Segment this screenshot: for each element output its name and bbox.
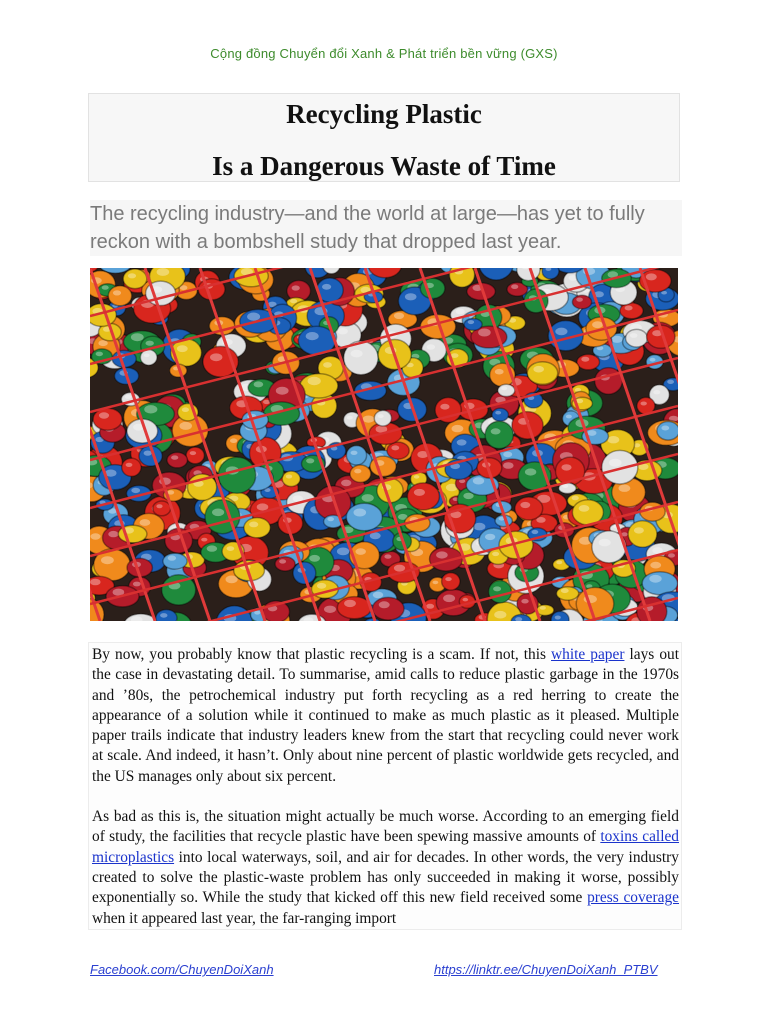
p2-text-a: As bad as this is, the situation might actually be much worse. According to an emerging field of study, the facilities that recycle plastic have been spewing massive amounts of	[92, 808, 679, 846]
white-paper-link[interactable]: white paper	[551, 646, 625, 663]
paragraph-2	[92, 807, 679, 929]
p1-text-b: lays out the case in devastating detail. To summarise, amid calls to reduce plastic garbage in the 1970s and ’80s, the petrochemical industry put forth recycling as a red herring to create the appearance of a solution while it continued to make as much plastic as it pleased. Multiple paper trails indicate that industry leaders knew from the start that recycling could never work at scale. And indeed, it hasn’t. Only about nine percent of plastic worldwide gets recycled, and the US manages only about six percent.	[92, 646, 680, 785]
p2-text-b: into local waterways, soil, and air for decades. In other words, the very industry created to solve the plastic-waste problem has only succeeded in making it worse, possibly exponentially so. While the study that kicked off this new field received some	[92, 848, 679, 907]
p2-text-c: when it appeared last year, the far-ranging import	[92, 909, 397, 927]
plastic-caps-photo	[90, 268, 678, 621]
paragraph-1	[92, 645, 679, 787]
title-box	[88, 93, 680, 182]
facebook-link[interactable]: Facebook.com/ChuyenDoiXanh	[90, 962, 274, 977]
plastic-caps-image	[90, 268, 678, 621]
microplastics-link[interactable]: toxins called microplastics	[92, 828, 679, 866]
community-header: Cộng đồng Chuyển đổi Xanh & Phát triển bền vững (GXS)	[210, 46, 558, 61]
article-subtitle: The recycling industry—and the world at large—has yet to fully reckon with a bombshell study that dropped last year.	[90, 200, 682, 256]
p1-text-a: By now, you probably know that plastic recycling is a scam. If not, this	[92, 646, 552, 663]
press-coverage-link[interactable]: press coverage	[587, 889, 680, 907]
linktree-link[interactable]: https://linktr.ee/ChuyenDoiXanh_PTBV	[434, 962, 658, 977]
article-title-line-1: Recycling Plastic	[286, 99, 482, 129]
article-body	[88, 642, 682, 930]
article-title-line-2: Is a Dangerous Waste of Time	[212, 151, 556, 181]
